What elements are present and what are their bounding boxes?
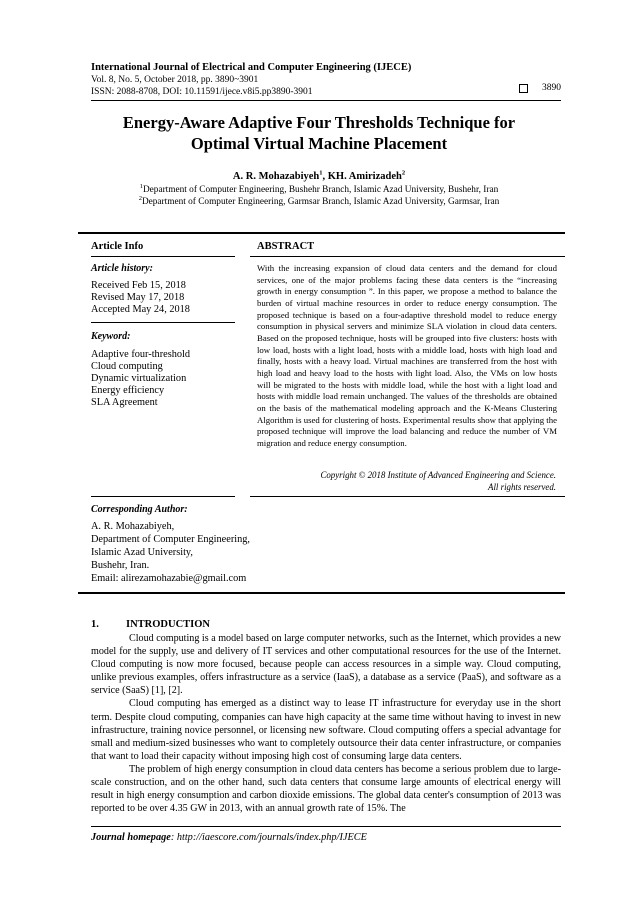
page-number: 3890 xyxy=(542,83,561,93)
abstract-rule xyxy=(250,256,565,257)
author-2-sup: 2 xyxy=(401,169,406,177)
paragraph: The problem of high energy consumption in cloud data centers has become a serious problem due to large-scale construction, and on the other hand, such data centers that consume large amounts of electrical energy will result in high energy consumption and carbon dioxide emissions. The global data center's consumption of 2013 was reported to be over 4.35 GW in 2013, with an annual growth rate of 15%. The xyxy=(91,763,561,815)
keyword-item: Adaptive four-threshold xyxy=(91,349,191,360)
journal-name: International Journal of Electrical and Computer Engineering (IJECE) xyxy=(91,62,412,73)
volume-info: Vol. 8, No. 5, October 2018, pp. 3890~3901 xyxy=(91,75,259,85)
corresponding-line: A. R. Mohazabiyeh, xyxy=(91,521,175,532)
affiliation-1-sup: 1 xyxy=(139,182,143,190)
corresponding-line: Bushehr, Iran. xyxy=(91,560,150,571)
abstract-heading: ABSTRACT xyxy=(257,241,315,252)
corresponding-email: Email: alirezamohazabie@gmail.com xyxy=(91,573,247,584)
info-bottom-rule xyxy=(78,592,565,594)
keyword-item: SLA Agreement xyxy=(91,397,158,408)
section-title: INTRODUCTION xyxy=(126,619,211,630)
section-number: 1. xyxy=(91,619,99,630)
corresponding-line: Islamic Azad University, xyxy=(91,547,193,558)
corresponding-author-label: Corresponding Author: xyxy=(91,504,188,515)
paragraph: Cloud computing is a model based on large computer networks, such as the Internet, which provides a new model for the supply, use and delivery of IT services and other computational resources for the use of the Internet. Cloud computing is now more focused, because people can access resources in a simple way. Cloud computing, unlike previous examples, offers infrastructure as a service (IaaS), a database as a service (PaaS), and software as a service (SaaS) [1], [2]. xyxy=(91,633,561,697)
author-1-sup: 1 xyxy=(319,169,323,177)
history-revised: Revised May 17, 2018 xyxy=(91,292,185,303)
affiliation-2-text: Department of Computer Engineering, Garmsar Branch, Islamic Azad University, Garmsar, Iran xyxy=(141,197,500,207)
paper-title xyxy=(60,112,578,154)
affiliation-1-text: Department of Computer Engineering, Bushehr Branch, Islamic Azad University, Bushehr, Iran xyxy=(142,185,499,195)
paragraph: Cloud computing has emerged as a distinct way to lease IT infrastructure for everyday use in the short term. Despite cloud computing, companies can have high capacity at the same time without having to invest in new infrastructure, training novice personnel, or licensing new software. Cloud computing offers a special advantage for small and medium-sized businesses who want to completely outsource their data center infrastructure, or companies that want to load their capacity without imposing high cost of consuming large data centers. xyxy=(91,698,561,762)
history-received: Received Feb 15, 2018 xyxy=(91,280,186,291)
author-list xyxy=(60,171,578,182)
author-1: A. R. Mohazabiyeh xyxy=(232,171,320,182)
affiliation-1 xyxy=(60,182,578,195)
affiliation-2-sup: 2 xyxy=(138,194,142,202)
journal-homepage-label: Journal homepage xyxy=(91,832,171,843)
square-icon xyxy=(519,84,528,93)
header-rule xyxy=(91,100,561,101)
keyword-item: Energy efficiency xyxy=(91,385,165,396)
corresponding-rule-left xyxy=(91,496,235,497)
author-2: KH. Amirizadeh xyxy=(327,171,402,182)
copyright-line-1: Copyright © 2018 Institute of Advanced Engineering and Science. xyxy=(320,470,556,480)
page-number-group xyxy=(519,83,561,93)
issn-doi: ISSN: 2088-8708, DOI: 10.11591/ijece.v8i5.pp3890-3901 xyxy=(91,87,313,97)
journal-homepage xyxy=(91,832,367,843)
journal-homepage-link[interactable]: : http://iaescore.com/journals/index.php/IJECE xyxy=(170,832,367,843)
info-top-rule xyxy=(78,232,565,234)
keyword-item: Cloud computing xyxy=(91,361,163,372)
keyword-rule xyxy=(91,322,235,323)
abstract-body: With the increasing expansion of cloud data centers and the demand for cloud services, one of the major problems facing these data centers is the “increasing growth in energy consumption ”. In this paper, we propose a method to balance the burden of virtual machine resources in order to reduce energy consumption. The proposed technique is based on a four-adaptive threshold model to reduce energy consumption in physical servers and minimize SLA violation in cloud data centers. Based on the proposed technique, hosts will be grouped into five clusters: hosts with low load, hosts with a light load, hosts with a middle load, hosts with high load and finally, hosts with a heavy load. Virtual machines are transferred from the host with high load and heavy load to the hosts with light load. Also, the VMs on low hosts will be migrated to the hosts with middle load, while the host with a light load and hosts with middle load remain unchanged. The values of the thresholds are obtained on the basis of the mathematical modeling approach and the K-Means Clustering Algorithm is used for clustering of hosts. Experimental results show that applying the proposed technique will improve the load balancing and reduce the number of VM migration and reduce energy consumption. xyxy=(257,263,557,448)
introduction-body xyxy=(91,632,561,815)
keyword-item: Dynamic virtualization xyxy=(91,373,187,384)
article-history-label: Article history: xyxy=(91,263,153,274)
footer-rule xyxy=(91,826,561,827)
article-info-heading: Article Info xyxy=(91,241,144,252)
history-accepted: Accepted May 24, 2018 xyxy=(91,304,190,315)
article-info-rule xyxy=(91,256,235,257)
affiliation-2 xyxy=(60,194,578,207)
copyright-line-2: All rights reserved. xyxy=(488,482,556,492)
keyword-label: Keyword: xyxy=(91,331,131,342)
corresponding-rule-right xyxy=(250,496,565,497)
author-separator: , xyxy=(322,171,328,182)
title-line-1: Energy-Aware Adaptive Four Thresholds Technique for xyxy=(122,113,516,132)
section-heading-introduction xyxy=(91,619,210,630)
title-line-2: Optimal Virtual Machine Placement xyxy=(190,134,448,153)
corresponding-line: Department of Computer Engineering, xyxy=(91,534,250,545)
